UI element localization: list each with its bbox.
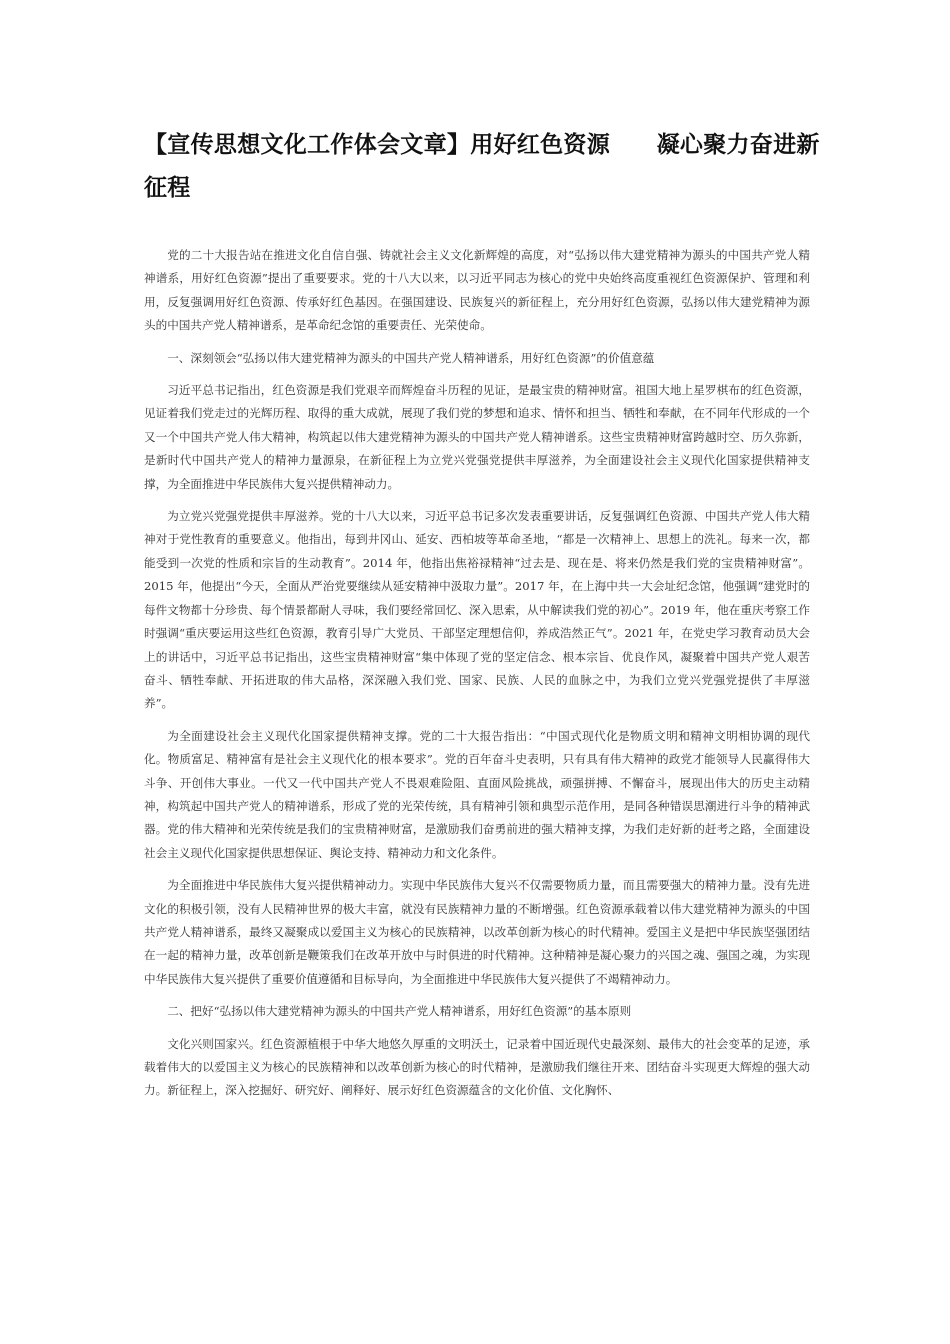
body-paragraph: 习近平总书记指出，红色资源是我们党艰辛而辉煌奋斗历程的见证，是最宝贵的精神财富。祖国大地上星罗棋布的红色资源，见证着我们党走过的光辉历程、取得的重大成就，展现了我们党的梦想和追求、情怀和担当、牺牲和奉献，在不同年代形成的一个又一个中国共产党人伟大精神，构筑起以伟大建党精神为源头的中国共产党人精神谱系。这些宝贵精神财富跨越时空、历久弥新，是新时代中国共产党人的精神力量源泉，在新征程上为立党兴党强党提供丰厚滋养，为全面建设社会主义现代化国家提供精神支撑，为全面推进中华民族伟大复兴提供精神动力。	[144, 383, 810, 491]
document-body	[144, 244, 810, 1112]
document-title: 【宣传思想文化工作体会文章】用好红色资源 凝心聚力奋进新征程	[144, 132, 820, 201]
body-paragraph: 为全面推进中华民族伟大复兴提供精神动力。实现中华民族伟大复兴不仅需要物质力量，而且需要强大的精神力量。没有先进文化的积极引领，没有人民精神世界的极大丰富，就没有民族精神力量的不断增强。红色资源承载着以伟大建党精神为源头的中国共产党人精神谱系，最终又凝聚成以爱国主义为核心的民族精神，以改革创新为核心的时代精神。爱国主义是把中华民族坚强团结在一起的精神力量，改革创新是鞭策我们在改革开放中与时俱进的时代精神。这种精神是凝心聚力的兴国之魂、强国之魂，为实现中华民族伟大复兴提供了重要价值遵循和目标导向，为全面推进中华民族伟大复兴提供了不竭精神动力。	[144, 878, 810, 986]
body-paragraph: 为全面建设社会主义现代化国家提供精神支撑。党的二十大报告指出：“中国式现代化是物质文明和精神文明相协调的现代化。物质富足、精神富有是社会主义现代化的根本要求”。党的百年奋斗史表明，只有具有伟大精神的政党才能领导人民赢得伟大斗争、开创伟大事业。一代又一代中国共产党人不畏艰难险阻、直面风险挑战，顽强拼搏、不懈奋斗，展现出伟大的历史主动精神，构筑起中国共产党人的精神谱系，形成了党的光荣传统，具有精神引领和典型示范作用，是同各种错误思潮进行斗争的精神武器。党的伟大精神和光荣传统是我们的宝贵精神财富，是激励我们奋勇前进的强大精神支撑，为我们走好新的赶考之路，全面建设社会主义现代化国家提供思想保证、舆论支持、精神动力和文化条件。	[144, 728, 810, 860]
body-paragraph: 为立党兴党强党提供丰厚滋养。党的十八大以来，习近平总书记多次发表重要讲话，反复强调红色资源、中国共产党人伟大精神对于党性教育的重要意义。他指出，每到井冈山、延安、西柏坡等革命圣地，“都是一次精神上、思想上的洗礼。每来一次，都能受到一次党的性质和宗旨的生动教育”。2014 年，他指出焦裕禄精神“过去是、现在是、将来仍然是我们党的宝贵精神财富”。2015 年，他提出“今天，全面从严治党要继续从延安精神中汲取力量”。2017 年，在上海中共一大会址纪念馆，他强调“建党时的每件文物都十分珍贵、每个情景都耐人寻味，我们要经常回忆、深入思索，从中解读我们党的初心”。2019 年，他在重庆考察工作时强调“重庆要运用这些红色资源，教育引导广大党员、干部坚定理想信仰，养成浩然正气”。2021 年，在党史学习教育动员大会上的讲话中，习近平总书记指出，这些宝贵精神财富“集中体现了党的坚定信念、根本宗旨、优良作风，凝聚着中国共产党人艰苦奋斗、牺牲奉献、开拓进取的伟大品格，深深融入我们党、国家、民族、人民的血脉之中，为我们立党兴党强党提供了丰厚滋养”。	[144, 509, 810, 711]
body-paragraph: 党的二十大报告站在推进文化自信自强、铸就社会主义文化新辉煌的高度，对“弘扬以伟大建党精神为源头的中国共产党人精神谱系，用好红色资源”提出了重要要求。党的十八大以来，以习近平同志为核心的党中央始终高度重视红色资源保护、管理和利用，反复强调用好红色资源、传承好红色基因。在强国建设、民族复兴的新征程上，充分用好红色资源，弘扬以伟大建党精神为源头的中国共产党人精神谱系，是革命纪念馆的重要责任、光荣使命。	[144, 248, 810, 333]
body-paragraph: 文化兴则国家兴。红色资源植根于中华大地悠久厚重的文明沃土，记录着中国近现代史最深刻、最伟大的社会变革的足迹，承载着伟大的以爱国主义为核心的民族精神和以改革创新为核心的时代精神，是激励我们继往开来、团结奋斗实现更大辉煌的强大动力。新征程上，深入挖掘好、研究好、阐释好、展示好红色资源蕴含的文化价值、文化胸怀、	[144, 1036, 810, 1098]
section-heading: 二、把好“弘扬以伟大建党精神为源头的中国共产党人精神谱系，用好红色资源”的基本原则	[167, 1004, 632, 1019]
section-heading: 一、深刻领会“弘扬以伟大建党精神为源头的中国共产党人精神谱系，用好红色资源”的价值意蕴	[167, 350, 655, 365]
